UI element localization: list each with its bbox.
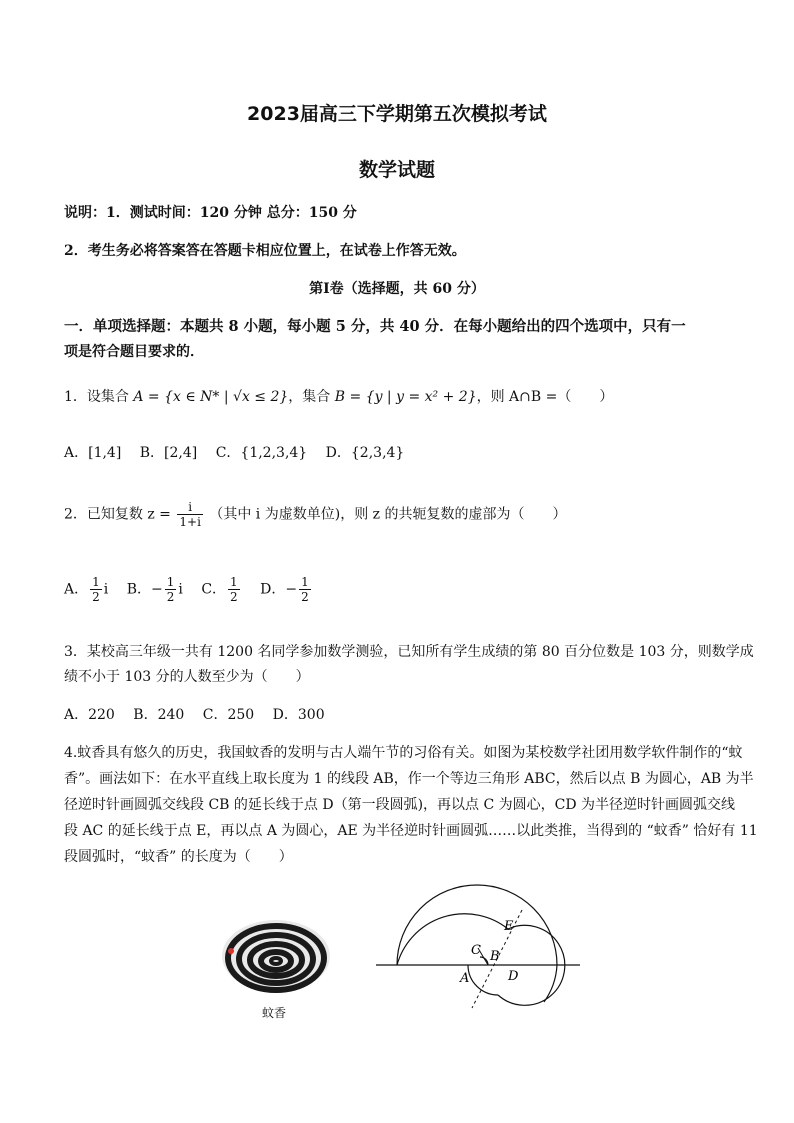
q1-option-d: D．{2,3,4} xyxy=(325,445,405,461)
q2-option-d: D．− $\frac{1}{2}$ xyxy=(260,575,309,604)
question-2 xyxy=(64,500,566,529)
q4-line-1: 4.蚊香具有悠久的历史，我国蚊香的发明与古人端午节的习俗有关。如图为某校数学社团用数学软件制作的“蚊 xyxy=(64,745,743,761)
q1-option-a: A．[1,4] xyxy=(64,445,122,461)
section-instruction-2: 项是符合题目要求的． xyxy=(64,344,204,360)
photo-caption: 蚊香 xyxy=(262,1006,287,1020)
coil-geometry-diagram xyxy=(372,882,584,1018)
q2-fraction-den: 1+i xyxy=(179,515,201,529)
q4-line-4: 段 AC 的延长线于点 E，再以点 A 为圆心，AE 为半径逆时针画圆弧……以此类推，当得到的 “蚊香” 恰好有 11 xyxy=(64,823,758,839)
q4-line-5: 段圆弧时，“蚊香” 的长度为（ ） xyxy=(64,849,293,865)
q4-line-3: 径逆时针画圆弧交线段 CB 的延长线于点 D（第一段圆弧)，再以点 C 为圆心，CD 为半径逆时针画圆弧交线 xyxy=(64,797,736,813)
label-a: A xyxy=(460,971,470,986)
q2-option-c: C． $\frac{1}{2}$ xyxy=(201,575,238,604)
q1-options xyxy=(64,442,418,462)
q1-set-b: B = {y | y = x² + 2} xyxy=(334,389,477,405)
mosquito-coil-image xyxy=(218,916,334,1000)
question-1 xyxy=(64,386,613,406)
q3-option-b: B．240 xyxy=(133,707,185,723)
q1-suffix: ，则 A∩B =（ ） xyxy=(476,389,614,405)
q2-option-a: A． $\frac{1}{2}$ i xyxy=(64,575,109,604)
q1-set-a: A = {x ∈ N* | √x ≤ 2} xyxy=(133,389,289,405)
q1-option-c: C．{1,2,3,4} xyxy=(215,445,308,461)
q3-options xyxy=(64,704,339,724)
section-instruction-1: 一．单项选择题：本题共 8 小题，每小题 5 分，共 40 分．在每小题给出的四个选项中，只有一 xyxy=(64,318,686,335)
note-line-1: 说明：1．测试时间：120 分钟 总分：150 分 xyxy=(64,205,357,221)
q4-line-2: 香”。画法如下：在水平直线上取长度为 1 的线段 AB，作一个等边三角形 ABC，然后以点 B 为圆心，AB 为半 xyxy=(64,771,754,787)
q2-fraction xyxy=(177,500,203,529)
note-line-2: 2．考生务必将答案答在答题卡相应位置上，在试卷上作答无效。 xyxy=(64,243,466,259)
q1-mid: ，集合 xyxy=(288,389,335,405)
q2-prefix: 2．已知复数 z = xyxy=(64,506,171,523)
label-c: C xyxy=(471,943,481,958)
q2-options xyxy=(64,575,327,604)
q2-fraction-num: i xyxy=(177,500,203,515)
q3-option-c: C．250 xyxy=(202,707,255,723)
q3-option-a: A．220 xyxy=(64,707,115,723)
exam-title: 2023届高三下学期第五次模拟考试 xyxy=(247,103,547,125)
section-heading: 第Ⅰ卷（选择题，共 60 分） xyxy=(309,281,485,297)
q3-option-d: D．300 xyxy=(272,707,325,723)
q2-suffix: （其中 i 为虚数单位)，则 z 的共轭复数的虚部为（ ） xyxy=(209,506,567,523)
arc-d xyxy=(468,965,498,995)
label-e: E xyxy=(504,919,514,934)
q1-option-b: B．[2,4] xyxy=(139,445,198,461)
label-d: D xyxy=(508,969,519,984)
q2-option-b: B．− $\frac{1}{2}$ i xyxy=(126,575,183,604)
q3-line-2: 绩不小于 103 分的人数至少为（ ） xyxy=(64,669,310,685)
q3-line-1: 3．某校高三年级一共有 1200 名同学参加数学测验，已知所有学生成绩的第 80 百分位数是 103 分，则数学成 xyxy=(64,644,754,660)
q1-prefix: 1．设集合 xyxy=(64,389,134,405)
exam-subtitle: 数学试题 xyxy=(358,159,435,181)
label-b: B xyxy=(490,949,500,964)
